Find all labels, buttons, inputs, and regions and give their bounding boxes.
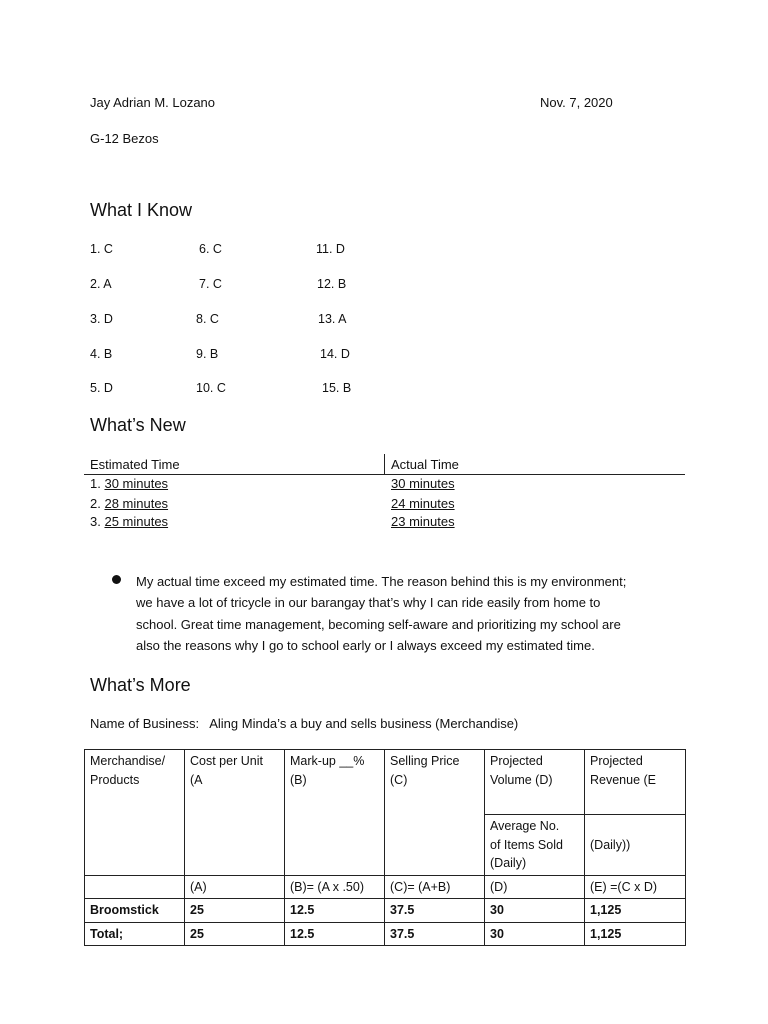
business-line [90, 716, 518, 731]
formula-cell: (E) =(C x D) [585, 875, 686, 899]
heading-whats-new: What’s New [90, 415, 186, 435]
row-number: 2. [90, 496, 101, 511]
paragraph-line: school. Great time management, becoming self-aware and prioritizing my school are [136, 616, 621, 632]
row-number: 1. [90, 476, 101, 491]
cell-cost: 25 [185, 922, 285, 946]
paragraph-line: also the reasons why I go to school early or I always exceed my estimated time. [136, 637, 595, 653]
document-date: Nov. 7, 2020 [540, 95, 613, 110]
actual-time: 30 minutes [391, 476, 455, 491]
time-row [90, 476, 168, 491]
answer-item: 6. C [199, 242, 222, 256]
formula-cell: (B)= (A x .50) [285, 875, 385, 899]
answer-item: 2. A [90, 277, 112, 291]
header-markup: Mark-up __% (B) [285, 750, 385, 876]
answer-item: 9. B [196, 347, 219, 361]
header-projected-volume: Projected Volume (D) [485, 750, 585, 815]
column-header-actual: Actual Time [391, 457, 459, 472]
time-row [90, 514, 168, 529]
answer-item: 13. A [318, 312, 347, 326]
cell-volume: 30 [485, 899, 585, 923]
answer-item: 3. D [90, 312, 113, 326]
student-name: Jay Adrian M. Lozano [90, 95, 216, 110]
header-projected-revenue: Projected Revenue (E [585, 750, 686, 815]
answer-item: 7. C [199, 277, 222, 291]
student-section: G-12 Bezos [90, 131, 159, 146]
answer-item: 4. B [90, 347, 113, 361]
header-volume-sub: Average No. of Items Sold (Daily) [485, 815, 585, 876]
reflection-paragraph [136, 571, 676, 656]
estimated-time: 30 minutes [104, 476, 169, 491]
formula-cell: (C)= (A+B) [385, 875, 485, 899]
estimated-time: 25 minutes [104, 514, 169, 529]
table-row [85, 899, 686, 923]
cell-markup: 12.5 [285, 899, 385, 923]
cell-selling: 37.5 [385, 922, 485, 946]
heading-what-i-know: What I Know [90, 200, 193, 220]
header-revenue-sub: (Daily)) [585, 815, 686, 876]
formula-cell: (D) [485, 875, 585, 899]
answer-item: 11. D [316, 242, 345, 256]
column-header-estimated: Estimated Time [90, 457, 180, 472]
cell-markup: 12.5 [285, 922, 385, 946]
answer-item: 15. B [322, 381, 352, 395]
cell-cost: 25 [185, 899, 285, 923]
cell-product: Total; [85, 922, 185, 946]
header-selling-price: Selling Price (C) [385, 750, 485, 876]
paragraph-line: we have a lot of tricycle in our barangay that’s why I can ride easily from home to [136, 595, 601, 611]
cell-revenue: 1,125 [585, 922, 686, 946]
bullet-icon [112, 575, 121, 584]
answer-item: 14. D [320, 347, 350, 361]
cell-product: Broomstick [85, 899, 185, 923]
paragraph-line: My actual time exceed my estimated time. The reason behind this is my environment; [136, 574, 627, 589]
cell-selling: 37.5 [385, 899, 485, 923]
table-row-total [85, 922, 686, 946]
estimated-time: 28 minutes [104, 496, 169, 511]
heading-whats-more: What’s More [90, 675, 191, 695]
answer-item: 8. C [196, 312, 219, 326]
header-cost: Cost per Unit (A [185, 750, 285, 876]
header-product: Merchandise/ Products [85, 750, 185, 876]
answer-item: 1. C [90, 242, 113, 256]
actual-time: 23 minutes [391, 514, 455, 529]
table-divider [384, 454, 385, 474]
cell-revenue: 1,125 [585, 899, 686, 923]
answer-item: 12. B [317, 277, 347, 291]
business-table [84, 749, 686, 946]
formula-cell-empty [85, 875, 185, 899]
table-header-rule [84, 474, 685, 475]
actual-time: 24 minutes [391, 496, 455, 511]
row-number: 3. [90, 514, 101, 529]
business-label: Name of Business: [90, 716, 200, 731]
answer-item: 10. C [196, 381, 226, 395]
business-name: Aling Minda’s a buy and sells business (Merchandise) [209, 716, 519, 731]
answer-item: 5. D [90, 381, 113, 395]
time-row [90, 496, 168, 511]
formula-cell: (A) [185, 875, 285, 899]
cell-volume: 30 [485, 922, 585, 946]
